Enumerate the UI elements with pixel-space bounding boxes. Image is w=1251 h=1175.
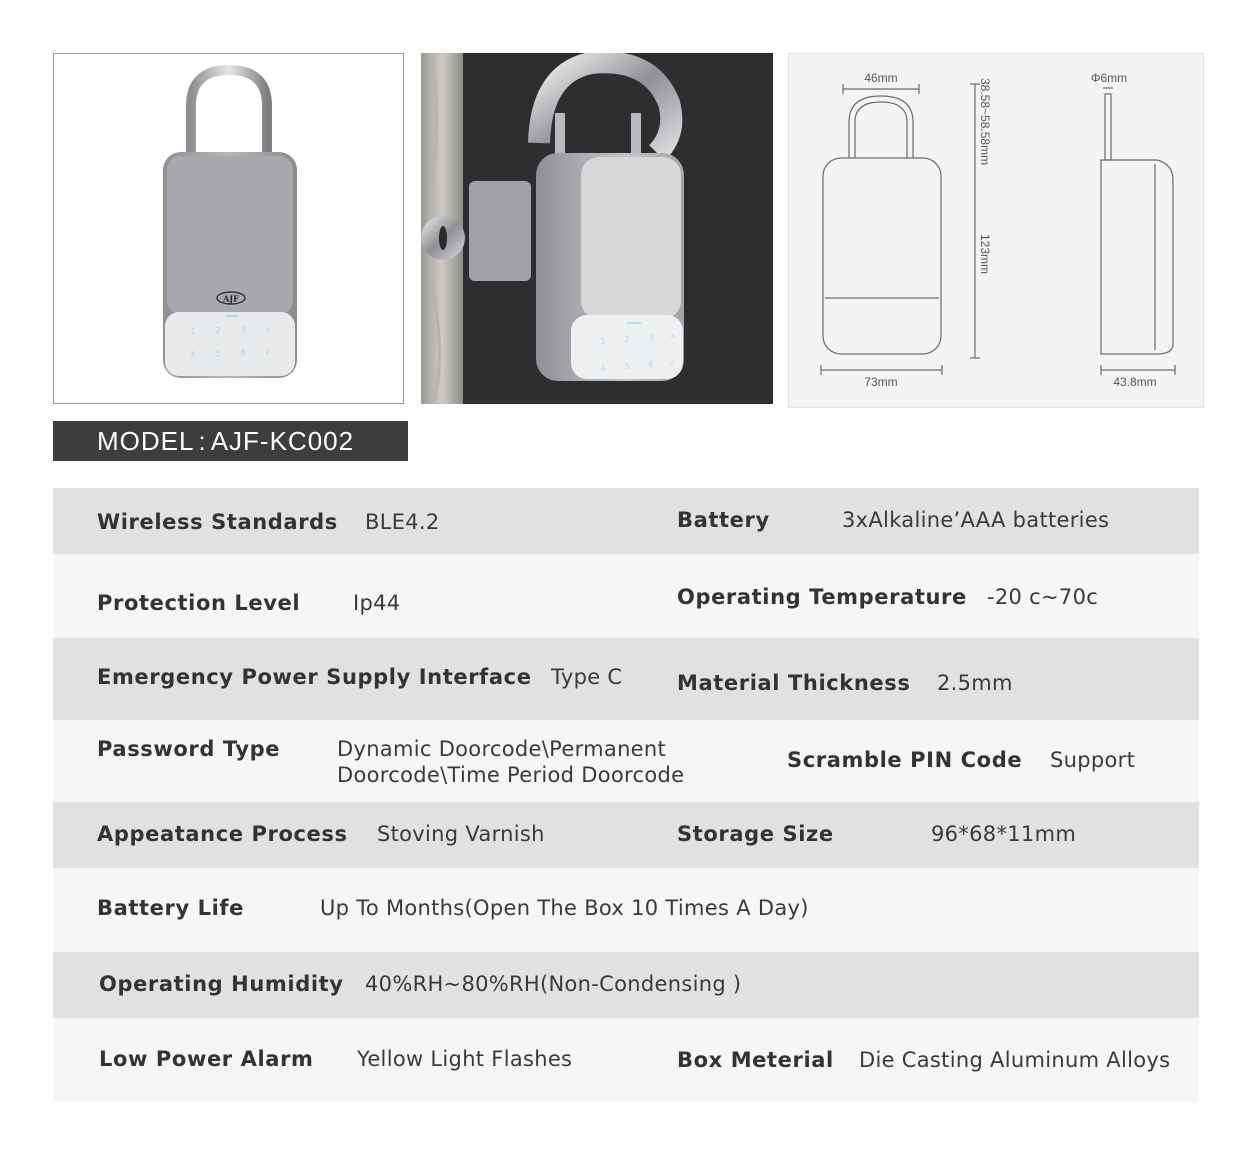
spec-value: Stoving Varnish [377, 822, 545, 846]
model-separator: : [198, 426, 207, 456]
dim-body-width: 73mm [864, 375, 898, 389]
spec-row [53, 554, 1199, 638]
spec-row [53, 868, 1199, 952]
keypad-key: ✓ [264, 348, 272, 357]
spec-row [53, 488, 1199, 554]
product-installed-image [421, 53, 773, 404]
model-label: MODEL [97, 426, 195, 456]
dim-depth: 43.8mm [1113, 375, 1157, 389]
dim-shackle-width: 46mm [864, 71, 898, 85]
spec-row [53, 720, 1199, 802]
spec-value: 2.5mm [937, 671, 1013, 695]
keypad-key: 5 [215, 349, 221, 358]
spec-label: Password Type [97, 737, 281, 761]
spec-label: Battery Life [97, 896, 245, 920]
spec-value: -20 c~70c [987, 585, 1099, 609]
keypad-key: 6 [648, 360, 654, 369]
spec-label: Material Thickness [677, 671, 911, 695]
spec-row [53, 638, 1199, 720]
spec-value: 96*68*11mm [931, 822, 1077, 846]
spec-label: Low Power Alarm [99, 1047, 314, 1071]
spec-label: Appeatance Process [97, 822, 348, 846]
key-box-on-door-illustration [421, 53, 773, 404]
spec-label: Storage Size [677, 822, 834, 846]
spec-value: Die Casting Aluminum Alloys [859, 1048, 1171, 1072]
spec-value: Support [1050, 748, 1136, 772]
spec-row [53, 1018, 1199, 1102]
keypad-key: 6 [240, 348, 246, 357]
keypad-key: 1 [190, 327, 196, 336]
spec-value: 3xAlkaline’AAA batteries [842, 508, 1110, 532]
spec-value: BLE4.2 [365, 510, 440, 534]
dim-height-range: 38.58~58.58mm [978, 78, 992, 166]
keypad-key: ✓ [669, 358, 677, 367]
spec-label: Scramble PIN Code [787, 748, 1023, 772]
model-code: AJF-KC002 [210, 426, 355, 456]
spec-label: Battery [677, 508, 770, 532]
dim-shackle-diameter: Φ6mm [1090, 71, 1128, 85]
spec-label: Operating Temperature [677, 585, 967, 609]
keypad-key: 1 [600, 337, 606, 346]
spec-value: Ip44 [353, 591, 401, 615]
spec-label: Wireless Standards [97, 510, 338, 534]
model-banner [53, 421, 408, 461]
dim-body-height: 123mm [978, 234, 992, 275]
product-front-image [53, 53, 404, 404]
keypad-key: × [669, 331, 677, 340]
brand-logo: AJF [223, 293, 239, 304]
keypad-key: 3 [648, 333, 654, 342]
spec-value: Yellow Light Flashes [357, 1047, 573, 1071]
spec-value: Type C [551, 665, 623, 689]
spec-value: Dynamic Doorcode\Permanent Doorcode\Time Period Doorcode [337, 737, 685, 787]
keypad-key: 4 [600, 364, 606, 373]
key-box-front-illustration [54, 54, 403, 403]
spec-label: Box Meterial [677, 1048, 834, 1072]
spec-label: Emergency Power Supply Interface [97, 665, 532, 689]
keypad-key: 2 [215, 326, 221, 335]
keypad-key: 2 [624, 335, 630, 344]
keypad-key: 4 [190, 350, 196, 359]
spec-label: Protection Level [97, 591, 301, 615]
spec-value: 40%RH~80%RH(Non-Condensing ) [365, 972, 742, 996]
spec-value: Up To Months(Open The Box 10 Times A Day) [320, 896, 809, 920]
dimension-line-drawing [789, 54, 1203, 407]
keypad-key: 3 [240, 325, 246, 334]
keypad-key: 5 [624, 362, 630, 371]
spec-row [53, 952, 1199, 1018]
keypad-key: × [264, 325, 272, 334]
spec-row [53, 802, 1199, 868]
dimension-drawing [788, 53, 1204, 408]
spec-label: Operating Humidity [99, 972, 344, 996]
